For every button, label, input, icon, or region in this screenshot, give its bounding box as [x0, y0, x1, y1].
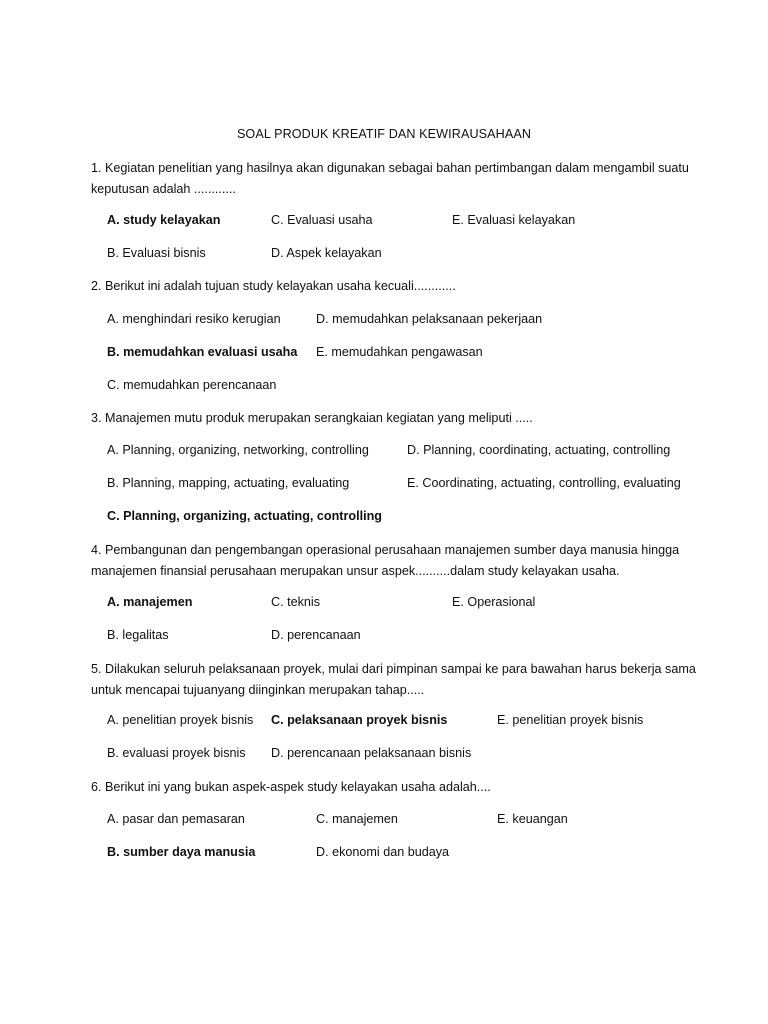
- option-4-a: A. manajemen: [107, 595, 193, 609]
- option-4-d: D. perencanaan: [271, 628, 361, 642]
- option-1-a: A. study kelayakan: [107, 213, 221, 227]
- option-2-c: C. memudahkan perencanaan: [107, 378, 277, 392]
- option-2-e: E. memudahkan pengawasan: [316, 345, 483, 359]
- question-2: 2. Berikut ini adalah tujuan study kelayakan usaha kecuali............: [91, 279, 456, 293]
- option-4-b: B. legalitas: [107, 628, 169, 642]
- option-1-b: B. Evaluasi bisnis: [107, 246, 206, 260]
- option-6-b: B. sumber daya manusia: [107, 845, 256, 859]
- option-3-d: D. Planning, coordinating, actuating, controlling: [407, 443, 671, 457]
- option-4-e: E. Operasional: [452, 595, 536, 609]
- option-3-b: B. Planning, mapping, actuating, evaluating: [107, 476, 350, 490]
- option-5-c: C. pelaksanaan proyek bisnis: [271, 713, 448, 727]
- document-title: SOAL PRODUK KREATIF DAN KEWIRAUSAHAAN: [236, 127, 532, 141]
- question-5: 5. Dilakukan seluruh pelaksanaan proyek, mulai dari pimpinan sampai ke para bawahan harus bekerja sama untuk mencapai tujuanyang diinginkan merupakan tahap.....: [91, 662, 696, 697]
- option-6-c: C. manajemen: [316, 812, 398, 826]
- option-6-e: E. keuangan: [497, 812, 568, 826]
- option-2-d: D. memudahkan pelaksanaan pekerjaan: [316, 312, 543, 326]
- option-6-a: A. pasar dan pemasaran: [107, 812, 245, 826]
- option-3-c: C. Planning, organizing, actuating, controlling: [107, 509, 382, 523]
- option-6-d: D. ekonomi dan budaya: [316, 845, 450, 859]
- option-1-d: D. Aspek kelayakan: [271, 246, 382, 260]
- option-5-d: D. perencanaan pelaksanaan bisnis: [271, 746, 472, 760]
- option-1-e: E. Evaluasi kelayakan: [452, 213, 576, 227]
- option-5-b: B. evaluasi proyek bisnis: [107, 746, 246, 760]
- option-2-a: A. menghindari resiko kerugian: [107, 312, 281, 326]
- option-5-a: A. penelitian proyek bisnis: [107, 713, 254, 727]
- option-1-c: C. Evaluasi usaha: [271, 213, 373, 227]
- option-3-a: A. Planning, organizing, networking, controlling: [107, 443, 369, 457]
- question-1: 1. Kegiatan penelitian yang hasilnya akan digunakan sebagai bahan pertimbangan dalam mengambil suatu keputusan adalah ............: [91, 161, 689, 196]
- question-4: 4. Pembangunan dan pengembangan operasional perusahaan manajemen sumber daya manusia hingga manajemen finansial perusahaan merupakan unsur aspek..........dalam study kelayakan usaha.: [91, 543, 680, 578]
- option-3-e: E. Coordinating, actuating, controlling, evaluating: [407, 476, 681, 490]
- question-6: 6. Berikut ini yang bukan aspek-aspek study kelayakan usaha adalah....: [91, 780, 491, 794]
- question-3: 3. Manajemen mutu produk merupakan serangkaian kegiatan yang meliputi .....: [91, 411, 533, 425]
- option-2-b: B. memudahkan evaluasi usaha: [107, 345, 298, 359]
- option-5-e: E. penelitian proyek bisnis: [497, 713, 644, 727]
- option-4-c: C. teknis: [271, 595, 320, 609]
